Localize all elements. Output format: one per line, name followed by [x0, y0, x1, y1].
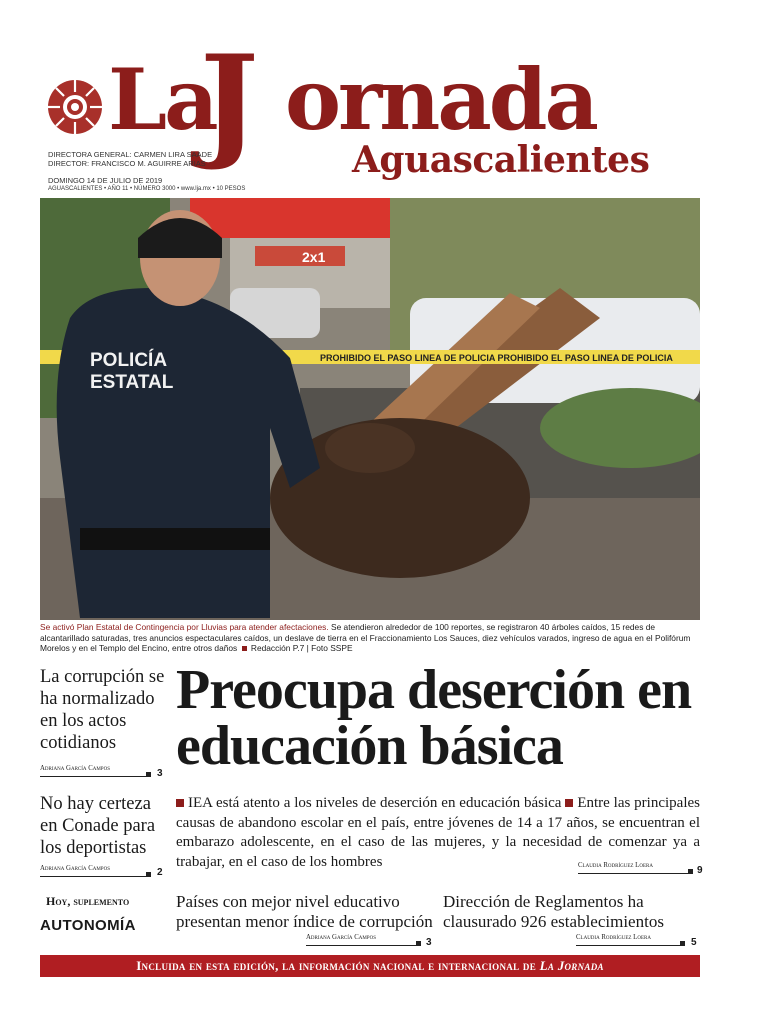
- side-story-1-square-icon: [146, 772, 151, 777]
- vest-line2: ESTATAL: [90, 372, 174, 393]
- side-story-2-rule: [40, 876, 146, 877]
- bottom-story-1-byline: Adriana García Campos: [306, 934, 376, 941]
- logo-subtitle: Aguascalientes: [352, 139, 650, 181]
- caption-credit: Redacción P.7 | Foto SSPE: [248, 643, 353, 653]
- side-story-2-page: 2: [157, 867, 163, 878]
- caption-highlight: Se activó Plan Estatal de Contingencia por Lluvias para atender afectaciones.: [40, 622, 329, 632]
- deck-square-icon: [176, 799, 184, 807]
- photo-scene: [40, 198, 700, 620]
- supplement-label: Hoy, suplemento: [46, 894, 130, 908]
- bottom-story-2-byline: Claudia Rodríguez Loera: [576, 934, 651, 941]
- main-square-icon: [688, 869, 693, 874]
- main-byline: Claudia Rodríguez Loera: [578, 862, 653, 869]
- banner-text: Incluida en esta edición, la información nacional e internacional de: [136, 958, 540, 973]
- main-page: 9: [697, 865, 703, 876]
- side-story-1-rule: [40, 776, 146, 777]
- edition-banner: [40, 955, 700, 977]
- logo-ornada: ornada: [285, 50, 596, 149]
- sun-logo-icon: [46, 78, 104, 136]
- deck-square-icon: [565, 799, 573, 807]
- supplement-name[interactable]: AUTONOMÍA: [40, 917, 136, 934]
- edition-line: AGUASCALIENTES • AÑO 11 • NÚMERO 3000 • www.lja.mx • 10 PESOS: [48, 186, 246, 192]
- main-deck: [176, 794, 700, 872]
- side-story-1-page: 3: [157, 768, 163, 779]
- director-line: DIRECTOR: FRANCISCO M. AGUIRRE ARIAS: [48, 159, 206, 168]
- date-line: DOMINGO 14 DE JULIO DE 2019: [48, 176, 163, 185]
- bottom-story-1-page: 3: [426, 937, 432, 948]
- side-story-2-headline[interactable]: No hay certeza en Conade para los deportistas: [40, 794, 156, 858]
- bottom-story-2-rule: [576, 945, 680, 946]
- side-story-2-square-icon: [146, 872, 151, 877]
- sign-text: 2x1: [302, 249, 326, 265]
- main-rule: [578, 873, 688, 874]
- photo-caption: [40, 622, 700, 654]
- bottom-story-1-headline[interactable]: Países con mejor nivel educativo presentan menor índice de corrupción: [176, 892, 433, 931]
- bottom-story-1-rule: [306, 945, 416, 946]
- caption-body: Se atendieron alrededor de 100 reportes, se registraron 40 árboles caídos, 15 redes de alcantarillado saturadas, tres anuncios espectaculares caídos, un deslave de tierra en el Fraccionamiento Los Sauces, diez vehículos varados, ingreso de agua en el Polifórum Morelos y en el Templo del Encino, entre otros daños: [40, 622, 691, 653]
- main-headline[interactable]: Preocupa deserción en educación básica: [176, 659, 692, 777]
- side-story-1-byline: Adriana García Campos: [40, 765, 110, 772]
- bottom-story-2-headline[interactable]: Dirección de Reglamentos ha clausurado 926 establecimientos: [443, 892, 664, 931]
- bottom-story-1-square-icon: [416, 941, 421, 946]
- bottom-story-2-page: 5: [691, 937, 697, 948]
- logo-la: La: [108, 50, 216, 149]
- bottom-story-2-square-icon: [680, 941, 685, 946]
- lead-photo: [40, 198, 700, 620]
- side-story-1-headline[interactable]: La corrupción se ha normalizado en los actos cotidianos: [40, 667, 165, 753]
- tape-text: PROHIBIDO EL PASO LINEA DE POLICIA PROHIBIDO EL PASO LINEA DE POLICIA: [320, 353, 673, 363]
- main-deck-1: IEA está atento a los niveles de deserción en educación básica: [188, 795, 562, 811]
- directora-line: DIRECTORA GENERAL: CARMEN LIRA SAADE: [48, 150, 213, 159]
- vest-line1: POLICÍA: [90, 350, 168, 371]
- banner-brand: La Jornada: [539, 958, 604, 973]
- logo-j: J: [200, 29, 255, 174]
- main-deck-2: Entre las principales causas de abandono escolar en el país, entre jóvenes de 14 a 17 años, se encuentran el embarazo adolescente, en el caso de las mujeres, y la necesidad de comenzar ya a trabajar, en el caso de los hombres: [176, 795, 700, 870]
- side-story-2-byline: Adriana García Campos: [40, 865, 110, 872]
- caption-square-icon: [242, 646, 247, 651]
